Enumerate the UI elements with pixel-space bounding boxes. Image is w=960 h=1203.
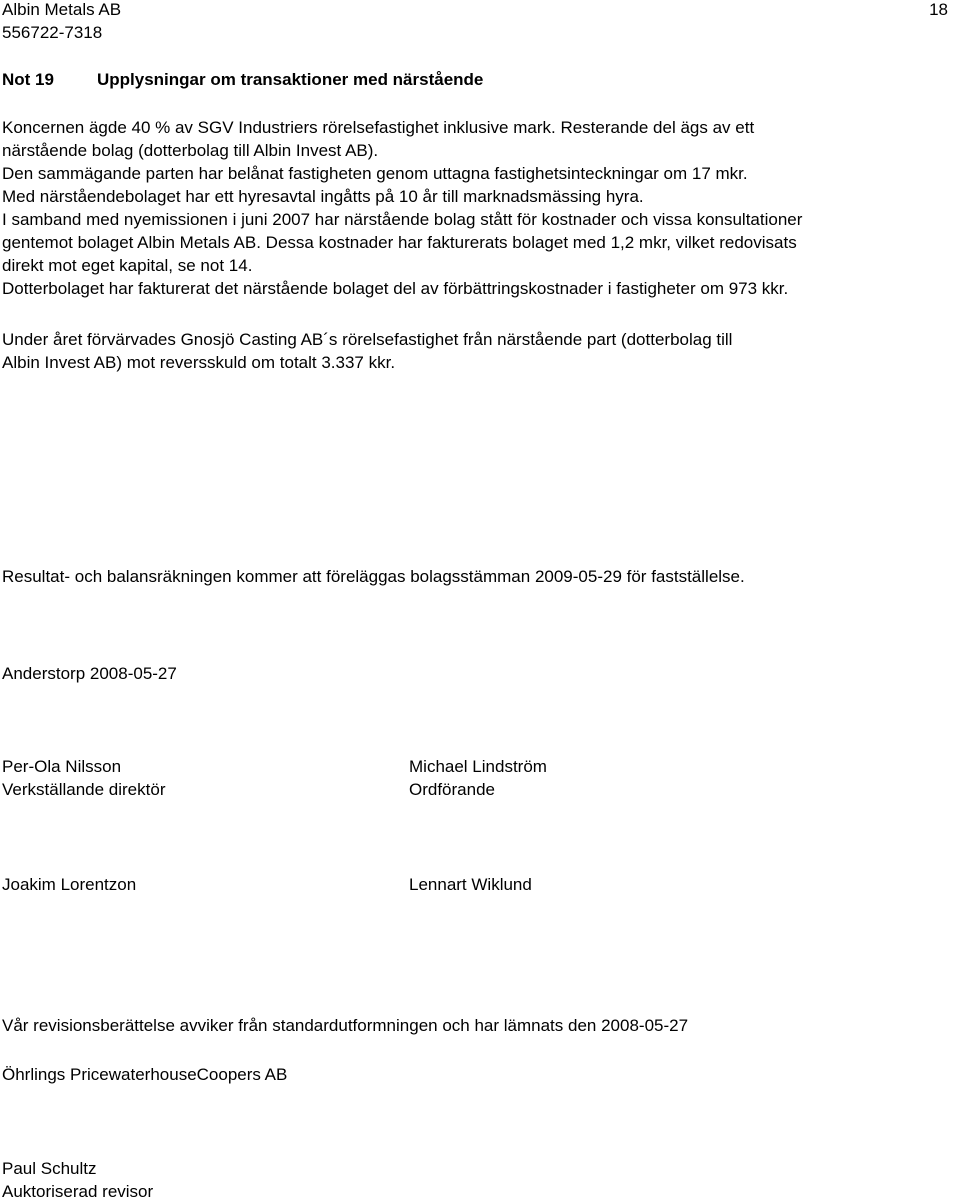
org-number: 556722-7318 — [2, 23, 103, 42]
note-paragraph-1 — [2, 116, 952, 300]
signature-block — [2, 873, 136, 896]
signature-block — [409, 873, 532, 896]
paragraph-line: Den sammägande parten har belånat fastigheten genom uttagna fastighetsinteckningar om 17 mkr. — [2, 164, 748, 183]
paragraph-line: närstående bolag (dotterbolag till Albin Invest AB). — [2, 141, 379, 160]
adoption-statement: Resultat- och balansräkningen kommer att föreläggas bolagsstämman 2009-05-29 för fastställelse. — [2, 567, 745, 586]
note-paragraph-2 — [2, 328, 952, 374]
paragraph-line: gentemot bolaget Albin Metals AB. Dessa kostnader har fakturerats bolaget med 1,2 mkr, vilket redovisats — [2, 233, 797, 252]
company-name: Albin Metals AB — [2, 0, 122, 19]
signatory-name: Lennart Wiklund — [409, 875, 532, 894]
paragraph-line: I samband med nyemissionen i juni 2007 har närstående bolag stått för kostnader och vissa konsultationer — [2, 210, 803, 229]
signatory-name: Michael Lindström — [409, 757, 547, 776]
signatory-name: Per-Ola Nilsson — [2, 757, 122, 776]
audit-firm: Öhrlings PricewaterhouseCoopers AB — [2, 1065, 288, 1084]
paragraph-line: Dotterbolaget har fakturerat det närstående bolaget del av förbättringskostnader i fastigheter om 973 kkr. — [2, 279, 789, 298]
place-date: Anderstorp 2008-05-27 — [2, 664, 177, 683]
paragraph-line: direkt mot eget kapital, se not 14. — [2, 256, 253, 275]
signatory-name: Joakim Lorentzon — [2, 875, 137, 894]
note-label: Not 19 — [2, 70, 54, 89]
signatory-title: Verkställande direktör — [2, 780, 166, 799]
paragraph-line: Koncernen ägde 40 % av SGV Industriers rörelsefastighet inklusive mark. Resterande del ägs av ett — [2, 118, 755, 137]
paragraph-line: Med närståendebolaget har ett hyresavtal ingåtts på 10 år till marknadsmässing hyra. — [2, 187, 644, 206]
signature-block — [409, 755, 547, 801]
auditor-block — [2, 1157, 153, 1203]
signature-block — [2, 755, 165, 801]
audit-statement: Vår revisionsberättelse avviker från standardutformningen och har lämnats den 2008-05-27 — [2, 1016, 689, 1035]
signatory-title: Ordförande — [409, 780, 495, 799]
auditor-name: Paul Schultz — [2, 1159, 97, 1178]
page-number: 18 — [929, 0, 948, 19]
paragraph-line: Albin Invest AB) mot reversskuld om totalt 3.337 kkr. — [2, 353, 396, 372]
paragraph-line: Under året förvärvades Gnosjö Casting AB´s rörelsefastighet från närstående part (dotterbolag till — [2, 330, 733, 349]
note-title: Upplysningar om transaktioner med närstående — [97, 70, 484, 89]
auditor-title: Auktoriserad revisor — [2, 1182, 154, 1201]
